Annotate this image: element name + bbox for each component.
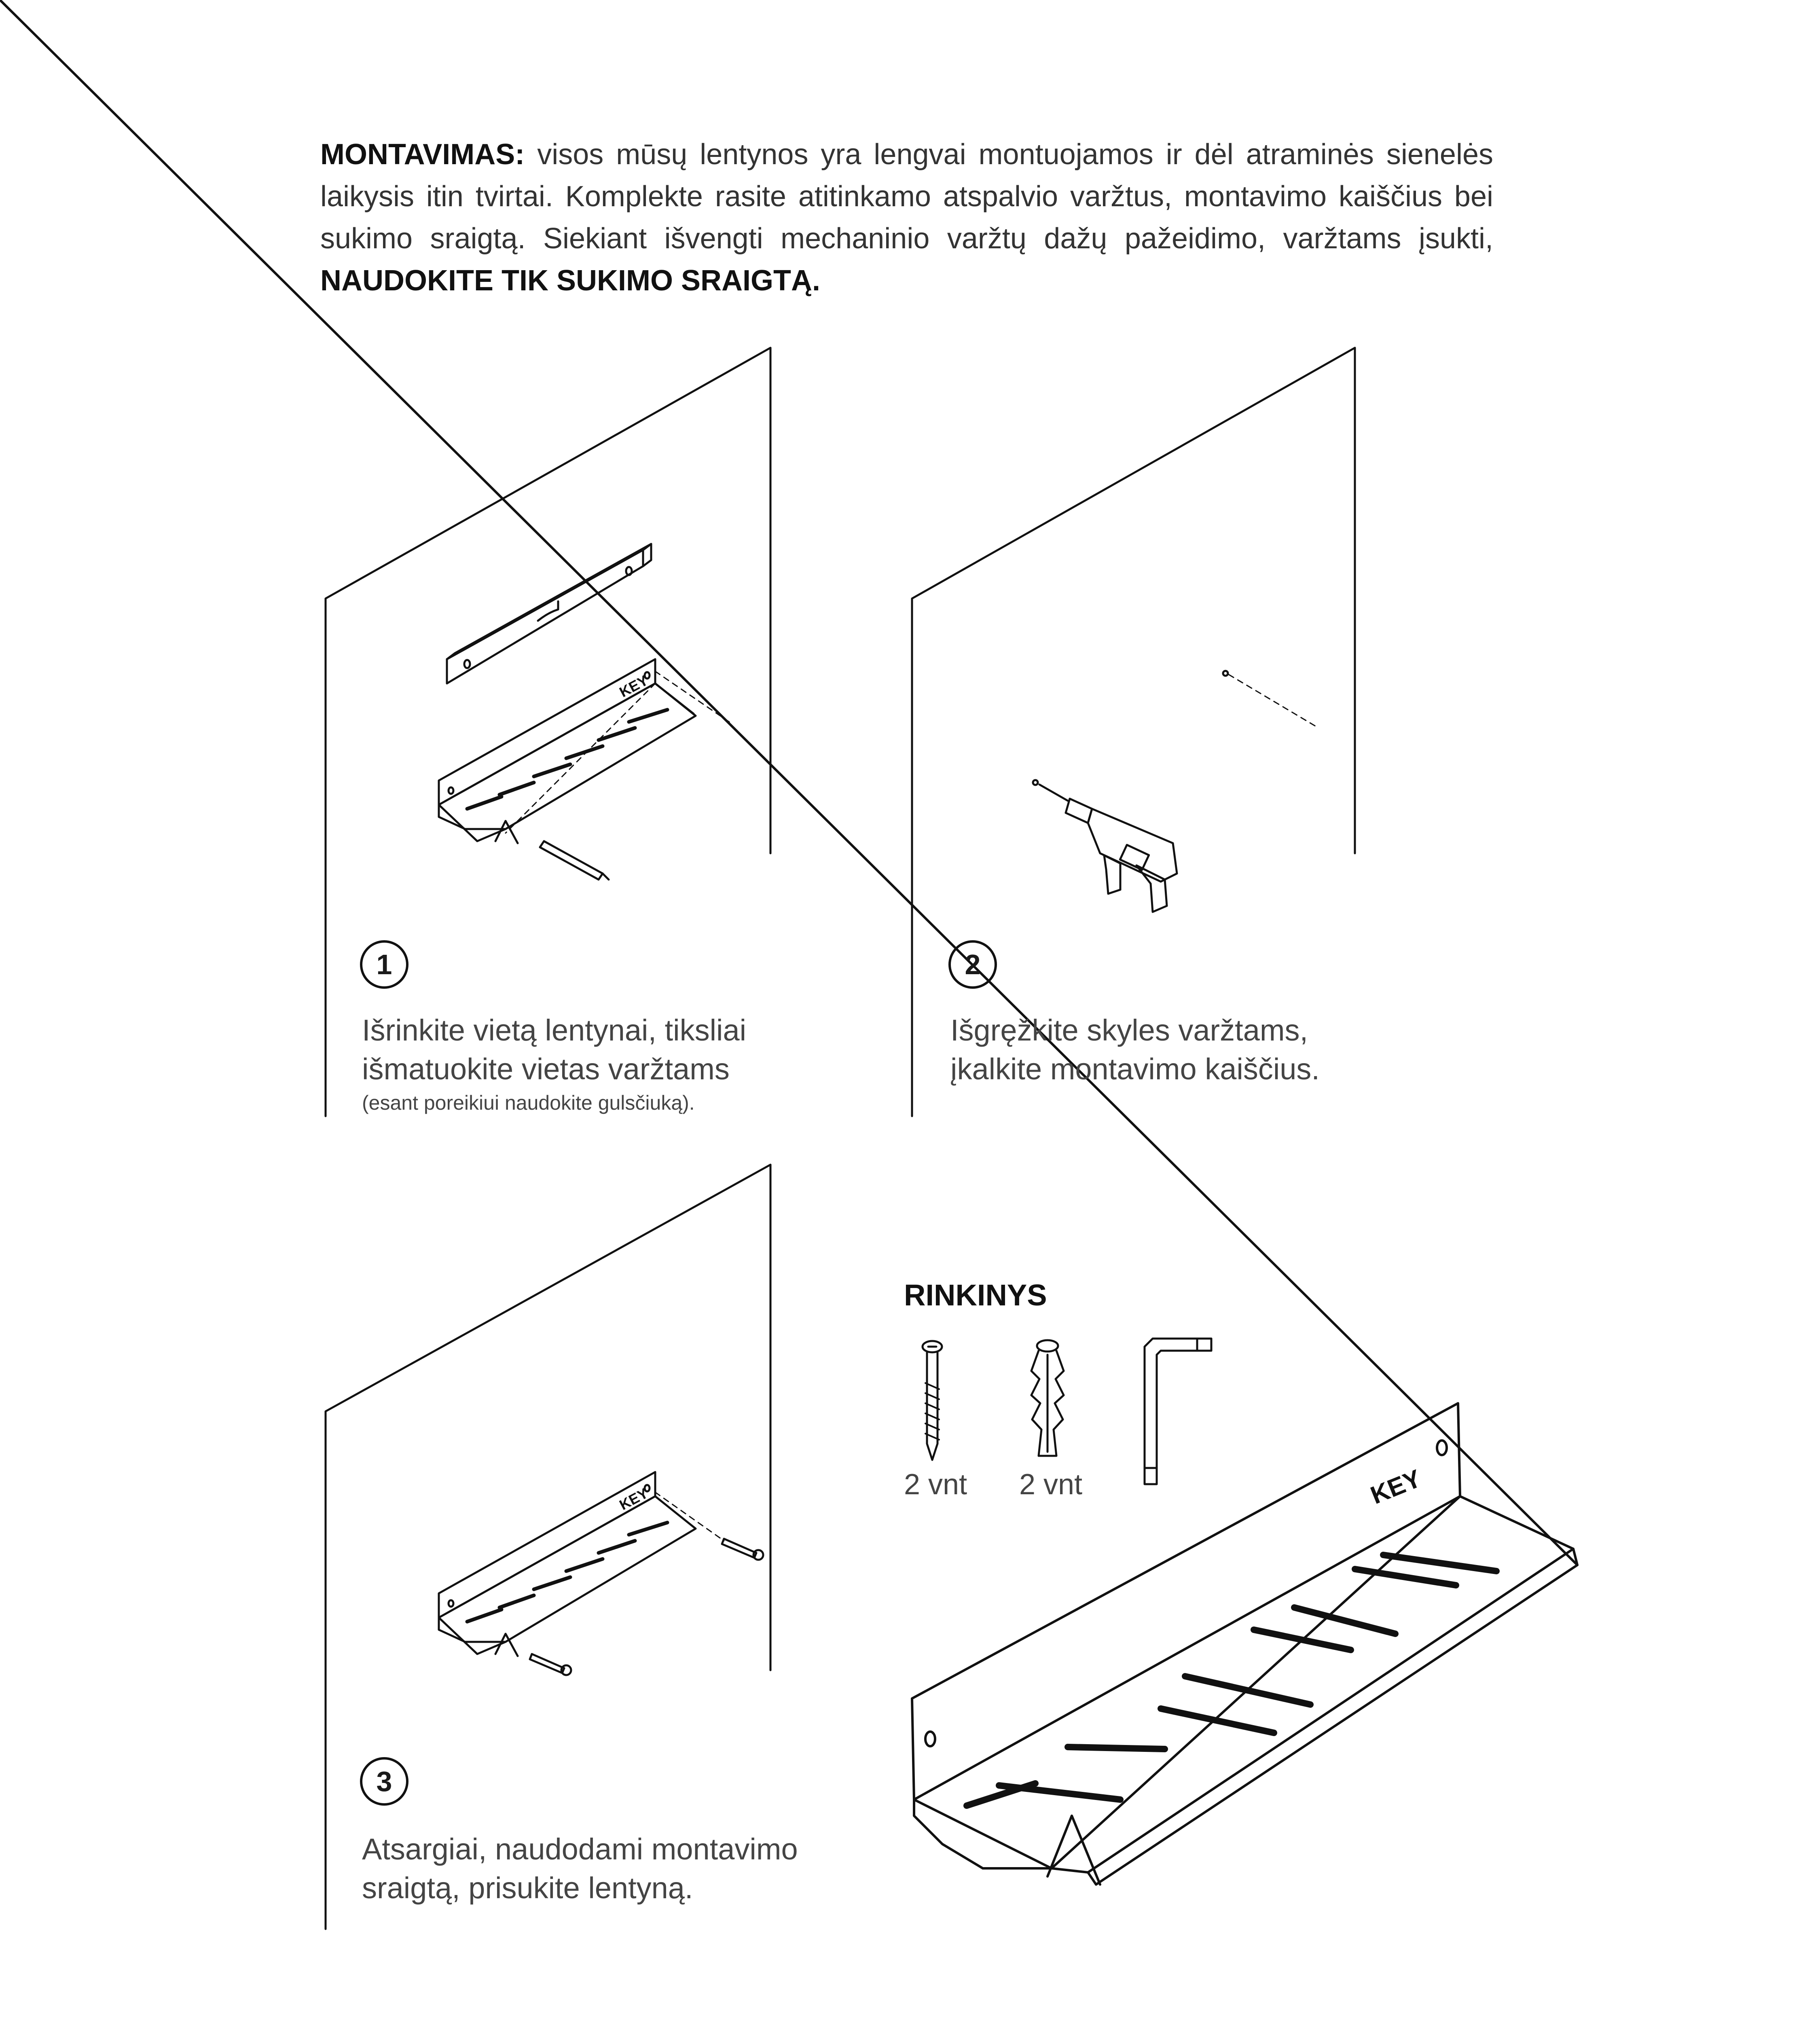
- step-3-number: 3: [360, 1757, 408, 1806]
- svg-text:KEY: KEY: [616, 1485, 651, 1514]
- guide-lines-3: [655, 1492, 724, 1541]
- wall-panel-2: [912, 348, 1355, 1116]
- step-1-line-2: išmatuokite vietas varžtams: [362, 1052, 730, 1086]
- wall-panel-1: [326, 348, 770, 1116]
- shelf-illustration-3: [439, 1472, 696, 1656]
- kit-screw-icon: [923, 1341, 942, 1460]
- svg-text:KEY: KEY: [616, 672, 651, 701]
- step-2-line-2: įkalkite montavimo kaiščius.: [950, 1052, 1320, 1086]
- intro-emphasis: NAUDOKITE TIK SUKIMO SRAIGTĄ.: [320, 264, 820, 297]
- step-3-text: [362, 1830, 798, 1908]
- shelf-illustration-1: [439, 659, 696, 843]
- wall-panel-3: [326, 1165, 770, 1929]
- step-3-line-2: sraigtą, prisukite lentyną.: [362, 1871, 693, 1905]
- kit-title: RINKINYS: [904, 1278, 1047, 1312]
- kit-wall-plug-icon: [1031, 1340, 1064, 1456]
- intro-text: visos mūsų lentynos yra lengvai montuojamos ir dėl atraminės sienelės laikysis itin tvirtai. Komplekte rasite atitinkamo atspalvio varžtus, montavimo kaiščius bei sukimo sraigtą. Siekiant išvengti mechaninio varžtų dažų pažeidimo, varžtams įsukti,: [320, 138, 1493, 255]
- step-2-text: [950, 1011, 1320, 1089]
- screws-quantity: 2 vnt: [904, 1468, 967, 1501]
- step-1-text: [362, 1011, 746, 1117]
- pencil-icon: [540, 841, 609, 880]
- drill-holes: [1223, 671, 1318, 728]
- step-1-note: (esant poreikiui naudokite gulsčiuką).: [362, 1091, 695, 1114]
- step-3-line-1: Atsargiai, naudodami montavimo: [362, 1832, 798, 1866]
- kit-hex-key-icon: [1145, 1339, 1211, 1484]
- step-1-number: 1: [360, 940, 408, 989]
- step-2-line-1: Išgręžkite skyles varžtams,: [950, 1013, 1308, 1047]
- drill-icon: [1033, 780, 1177, 912]
- shelf-brand-text: KEY: [1367, 1464, 1425, 1510]
- step-2-number: 2: [948, 940, 997, 989]
- anchors-quantity: 2 vnt: [1019, 1468, 1083, 1501]
- step-1-line-1: Išrinkite vietą lentynai, tiksliai: [362, 1013, 747, 1047]
- spirit-level-icon: [447, 544, 651, 683]
- intro-label: MONTAVIMAS:: [320, 138, 525, 171]
